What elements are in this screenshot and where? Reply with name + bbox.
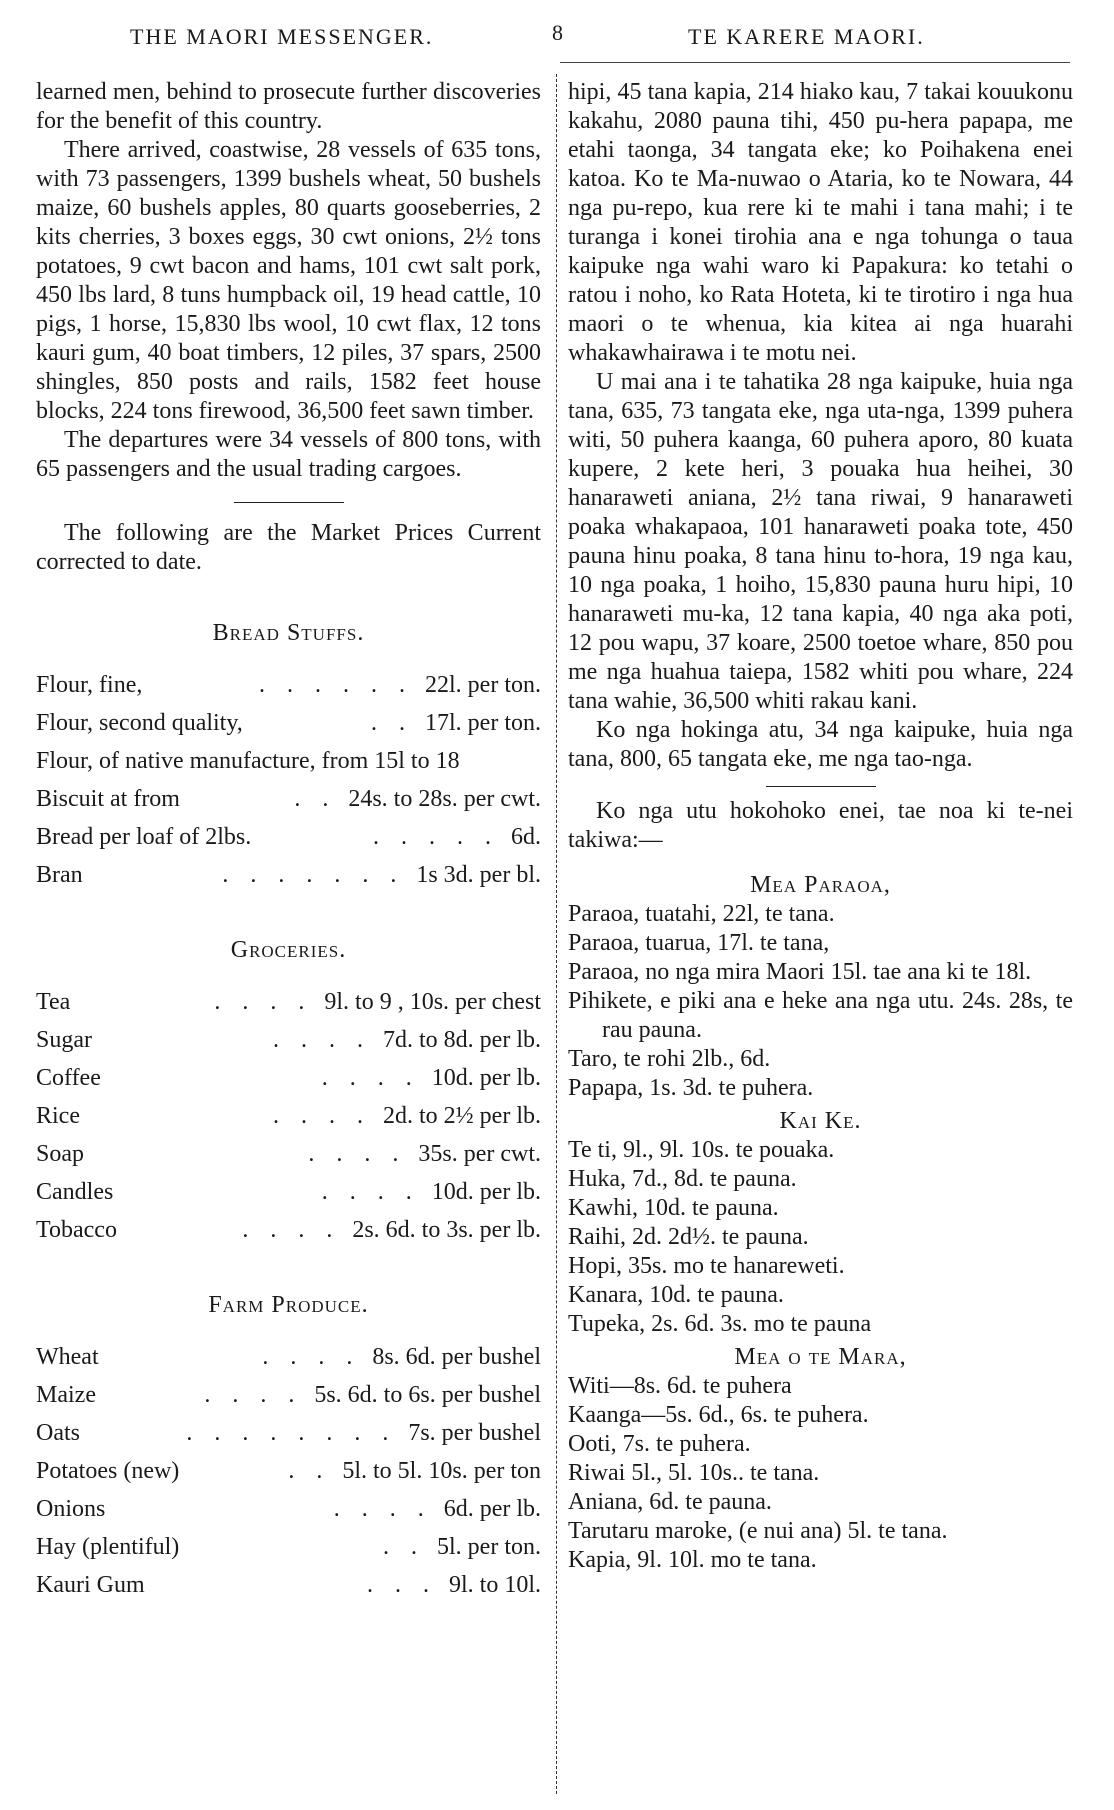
price-row: Flour, second quality, . . 17l. per ton. xyxy=(36,710,541,736)
maori-column xyxy=(568,78,1073,1575)
section-title-bread-stuffs: Bread Stuffs. xyxy=(212,620,365,646)
paragraph: hipi, 45 tana kapia, 214 hiako kau, 7 takai kouukonu kakahu, 2080 pauna tihi, 450 pu-hera papapa, me etahi taonga, 34 tangata eke; ko Poihakena enei katoa. Ko te Ma-nuwao o Ataria, ko te Nowara, 44 nga pu-repo, kua rere ki te mahi i tana mahi; i te turanga i konei tirohia ana e nga tohunga o taua kaipuke nga wahi waro ki Papakura: ko tetahi o ratou i noho, ko Rata Hoteta, ki te tirotiro i nga hua maori o te whenua, kia kitea ai nga huarahi whakawhairawa i te motu nei. xyxy=(568,79,1073,366)
paragraph-market-intro-maori: Ko nga utu hokohoko enei, tae noa ki te-nei takiwa:— xyxy=(568,798,1073,853)
price-row: Bread per loaf of 2lbs. . . . . . 6d. xyxy=(36,824,541,850)
list-item: Paraoa, tuarua, 17l. te tana, xyxy=(568,930,830,956)
price-row: Bran . . . . . . . 1s 3d. per bl. xyxy=(36,862,541,888)
list-item: Aniana, 6d. te pauna. xyxy=(568,1489,772,1515)
list-item: Tarutaru maroke, (e nui ana) 5l. te tana. xyxy=(568,1518,948,1544)
price-row: Flour, fine, . . . . . . 22l. per ton. xyxy=(36,672,541,698)
price-row: Maize . . . . 5s. 6d. to 6s. per bushel xyxy=(36,1382,541,1408)
section-rule xyxy=(766,786,876,787)
list-item: Kanara, 10d. te pauna. xyxy=(568,1282,784,1308)
section-title-groceries: Groceries. xyxy=(230,937,347,963)
price-row: Flour, of native manufacture, from 15l to 18 xyxy=(36,748,460,774)
price-list-mea-o-te-mara xyxy=(568,1372,1073,1575)
section-title-farm-produce: Farm Produce. xyxy=(208,1292,369,1318)
english-column xyxy=(36,78,541,1604)
price-list-kai-ke xyxy=(568,1136,1073,1339)
paragraph-departures: The departures were 34 vessels of 800 tons, with 65 passengers and the usual trading cargoes. xyxy=(36,427,541,482)
section-title-mea-o-te-mara: Mea o te Mara, xyxy=(734,1344,907,1370)
list-item: Ooti, 7s. te puhera. xyxy=(568,1431,751,1457)
list-item: Tupeka, 2s. 6d. 3s. mo te pauna xyxy=(568,1311,872,1337)
price-row: Hay (plentiful) . . 5l. per ton. xyxy=(36,1534,541,1560)
price-list-groceries xyxy=(36,983,541,1249)
list-item: Kapia, 9l. 10l. mo te tana. xyxy=(568,1547,817,1573)
price-row: Soap . . . . 35s. per cwt. xyxy=(36,1141,541,1167)
list-item: Pihikete, e piki ana e heke ana nga utu. 24s. 28s, te rau pauna. xyxy=(568,988,1073,1043)
paragraph-market-intro: The following are the Market Prices Current corrected to date. xyxy=(36,520,541,575)
section-rule xyxy=(234,502,344,503)
price-row: Tea . . . . 9l. to 9 , 10s. per chest xyxy=(36,989,541,1015)
page-number: 8 xyxy=(552,20,565,45)
list-item: Papapa, 1s. 3d. te puhera. xyxy=(568,1075,814,1101)
list-item: Paraoa, tuatahi, 22l, te tana. xyxy=(568,901,835,927)
paragraph: learned men, behind to prosecute further discoveries for the benefit of this country. xyxy=(36,79,541,134)
list-item: Te ti, 9l., 9l. 10s. te pouaka. xyxy=(568,1137,835,1163)
list-item: Huka, 7d., 8d. te pauna. xyxy=(568,1166,797,1192)
english-masthead: THE MAORI MESSENGER. xyxy=(130,24,434,49)
price-list-bread-stuffs xyxy=(36,666,541,894)
price-row: Kauri Gum . . . 9l. to 10l. xyxy=(36,1572,541,1598)
price-row: Coffee . . . . 10d. per lb. xyxy=(36,1065,541,1091)
page-header xyxy=(0,14,1114,54)
price-list-mea-paraoa xyxy=(568,900,1073,1103)
list-item: Raihi, 2d. 2d½. te pauna. xyxy=(568,1224,809,1250)
maori-masthead: TE KARERE MAORI. xyxy=(688,24,925,49)
paragraph-departures-maori: Ko nga hokinga atu, 34 nga kaipuke, huia nga tana, 800, 65 tangata eke, me nga tao-nga. xyxy=(568,717,1073,772)
list-item: Paraoa, no nga mira Maori 15l. tae ana ki te 18l. xyxy=(568,959,1032,985)
list-item: Hopi, 35s. mo te hanareweti. xyxy=(568,1253,845,1279)
list-item: Riwai 5l., 5l. 10s.. te tana. xyxy=(568,1460,820,1486)
price-row: Wheat . . . . 8s. 6d. per bushel xyxy=(36,1344,541,1370)
header-rule xyxy=(560,62,1070,63)
price-row: Rice . . . . 2d. to 2½ per lb. xyxy=(36,1103,541,1129)
list-item: Witi—8s. 6d. te puhera xyxy=(568,1373,792,1399)
price-row: Biscuit at from . . 24s. to 28s. per cwt. xyxy=(36,786,541,812)
price-row: Sugar . . . . 7d. to 8d. per lb. xyxy=(36,1027,541,1053)
price-row: Potatoes (new) . . 5l. to 5l. 10s. per ton xyxy=(36,1458,541,1484)
price-row: Oats . . . . . . . . 7s. per bushel xyxy=(36,1420,541,1446)
price-list-farm-produce xyxy=(36,1338,541,1604)
list-item: Kaanga—5s. 6d., 6s. te puhera. xyxy=(568,1402,869,1428)
section-title-kai-ke: Kai Ke. xyxy=(779,1108,862,1134)
list-item: Kawhi, 10d. te pauna. xyxy=(568,1195,779,1221)
price-row: Candles . . . . 10d. per lb. xyxy=(36,1179,541,1205)
price-row: Tobacco . . . . 2s. 6d. to 3s. per lb. xyxy=(36,1217,541,1243)
paragraph-arrivals: There arrived, coastwise, 28 vessels of 635 tons, with 73 passengers, 1399 bushels wheat, 50 bushels maize, 60 bushels apples, 80 quarts gooseberries, 2 kits cherries, 3 boxes eggs, 30 cwt onions, 2½ tons potatoes, 9 cwt bacon and hams, 101 cwt salt pork, 450 lbs lard, 8 tuns humpback oil, 19 head cattle, 10 pigs, 1 horse, 15,830 lbs wool, 10 cwt flax, 12 tons kauri gum, 40 boat timbers, 12 piles, 37 spars, 2500 shingles, 850 posts and rails, 1582 feet house blocks, 224 tons firewood, 36,500 feet sawn timber. xyxy=(36,137,541,424)
list-item: Taro, te rohi 2lb., 6d. xyxy=(568,1046,771,1072)
column-divider xyxy=(556,74,557,1794)
price-row: Onions . . . . 6d. per lb. xyxy=(36,1496,541,1522)
section-title-mea-paraoa: Mea Paraoa, xyxy=(750,872,891,898)
paragraph-arrivals-maori: U mai ana i te tahatika 28 nga kaipuke, huia nga tana, 635, 73 tangata eke, nga uta-nga, 1399 puhera witi, 50 puhera kaanga, 60 puhera aporo, 80 kuata kupere, 2 kete heri, 3 pouaka hua heihei, 30 hanaraweti aniana, 2½ tana riwai, 9 hanaraweti poaka whakapaoa, 101 hanaraweti poaka tote, 450 pauna hinu poaka, 8 tana hinu to-hora, 19 nga kau, 10 nga poaka, 1 hoiho, 15,830 pauna huru hipi, 10 hanaraweti mu-ka, 12 tana kapia, 40 nga aka poti, 12 pou wapu, 37 koare, 2500 toetoe whare, 850 pou me nga huahua taiepa, 1582 whiti pou whare, 224 tana wahie, 36,500 whiti rakau kani. xyxy=(568,369,1073,714)
